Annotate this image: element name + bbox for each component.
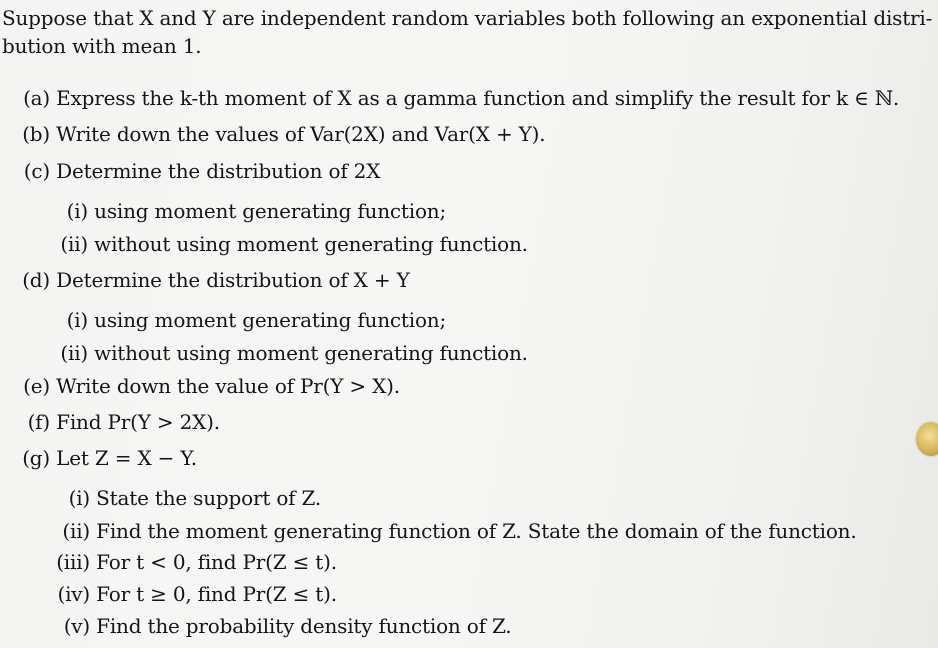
part-g	[16, 446, 197, 470]
part-c-label: (c)	[23, 159, 50, 183]
part-d-ii-text: without using moment generating function.	[94, 341, 528, 365]
part-a-label: (a)	[23, 86, 50, 110]
part-f-label: (f)	[27, 410, 50, 434]
part-d	[16, 268, 410, 292]
part-g-iv-text: For t ≥ 0, find Pr(Z ≤ t).	[96, 582, 337, 606]
part-a	[16, 86, 899, 110]
part-g-v-label: (v)	[63, 614, 90, 638]
part-d-ii	[56, 341, 528, 365]
intro-line-1: Suppose that X and Y are independent random variables both following an exponential distri-	[2, 6, 933, 30]
part-g-iii-label: (iii)	[56, 550, 90, 574]
part-g-ii	[56, 519, 857, 543]
part-g-label: (g)	[22, 446, 50, 470]
part-g-iv	[48, 582, 337, 606]
part-c-text: Determine the distribution of 2X	[56, 159, 381, 183]
part-g-iv-label: (iv)	[57, 582, 90, 606]
part-g-iii	[48, 550, 337, 574]
part-b	[16, 122, 545, 146]
part-a-text: Express the k-th moment of X as a gamma function and simplify the result for k ∈ ℕ.	[56, 86, 900, 110]
part-c	[16, 159, 380, 183]
part-e	[16, 374, 400, 398]
part-c-ii-text: without using moment generating function.	[94, 232, 528, 256]
binder-clip	[916, 422, 938, 456]
part-c-ii-label: (ii)	[60, 232, 88, 256]
part-b-text: Write down the values of Var(2X) and Var(X + Y).	[56, 122, 546, 146]
part-f	[16, 410, 220, 434]
part-d-i-text: using moment generating function;	[94, 308, 447, 332]
part-c-i	[56, 199, 446, 223]
part-g-v	[56, 614, 511, 638]
part-g-text: Let Z = X − Y.	[56, 446, 197, 470]
part-e-text: Write down the value of Pr(Y > X).	[56, 374, 400, 398]
part-d-i	[56, 308, 446, 332]
part-g-iii-text: For t < 0, find Pr(Z ≤ t).	[96, 550, 337, 574]
part-c-ii	[56, 232, 528, 256]
part-d-ii-label: (ii)	[60, 341, 88, 365]
part-g-v-text: Find the probability density function of Z.	[96, 614, 512, 638]
part-d-i-label: (i)	[66, 308, 88, 332]
part-c-i-label: (i)	[66, 199, 88, 223]
intro-line-2: bution with mean 1.	[2, 34, 202, 58]
part-g-ii-text: Find the moment generating function of Z. State the domain of the function.	[96, 519, 857, 543]
part-g-ii-label: (ii)	[62, 519, 90, 543]
part-g-i-text: State the support of Z.	[96, 486, 322, 510]
part-c-i-text: using moment generating function;	[94, 199, 447, 223]
part-d-label: (d)	[22, 268, 50, 292]
part-e-label: (e)	[23, 374, 50, 398]
part-d-text: Determine the distribution of X + Y	[56, 268, 410, 292]
part-f-text: Find Pr(Y > 2X).	[56, 410, 220, 434]
part-b-label: (b)	[22, 122, 50, 146]
part-g-i	[56, 486, 321, 510]
part-g-i-label: (i)	[68, 486, 90, 510]
